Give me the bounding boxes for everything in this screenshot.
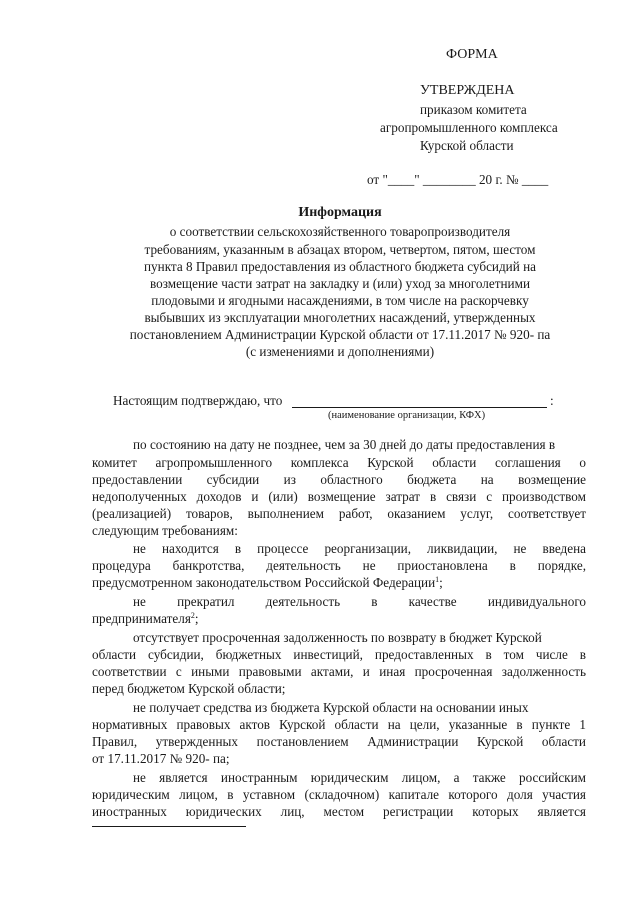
title-line-1: о соответствии сельскохозяйственного товаропроизводителя	[169, 224, 511, 239]
order-date-line: от "____" ________ 20 г. № ____	[367, 172, 549, 187]
title-line-3: пункта 8 Правил предоставления из областного бюджета субсидий на	[143, 259, 537, 274]
p3-line-1: не прекратил деятельность в качестве индивидуального	[133, 594, 586, 609]
footnote-ref-1: 1	[435, 575, 440, 584]
title-line-5: плодовыми и ягодными насаждениями, в том числе на раскорчевку	[151, 293, 529, 308]
approved-label: УТВЕРЖДЕНА	[420, 83, 515, 98]
organization-caption: (наименование организации, КФХ)	[328, 410, 486, 421]
p1-line-2: комитет агропромышленного комплекса Курской области соглашения о	[92, 455, 586, 470]
title-line-8: (с изменениями и дополнениями)	[245, 344, 435, 359]
document-heading: Информация	[298, 205, 382, 220]
title-line-7: постановлением Администрации Курской области от 17.11.2017 № 920- па	[129, 327, 551, 342]
order-line-2: агропромышленного комплекса	[380, 120, 558, 135]
title-line-6: выбывших из эксплуатации многолетних насаждений, утвержденных	[144, 310, 536, 325]
title-line-2: требованиям, указанным в абзацах втором, четвертом, пятом, шестом	[144, 242, 536, 257]
p4-line-3: соответствии с иными правовыми актами, и иная просроченная задолженность	[92, 664, 586, 679]
p4-line-4: перед бюджетом Курской области;	[92, 681, 286, 696]
organization-name-field[interactable]	[292, 407, 547, 408]
p3-line-2: предпринимателя$^2$;	[92, 611, 199, 626]
p6-line-3: иностранных юридических лиц, местом регистрации которых является	[92, 804, 586, 819]
p4-line-1: отсутствует просроченная задолженность по возврату в бюджет Курской	[133, 630, 542, 645]
p5-line-3: Правил, утвержденных постановлением Администрации Курской области	[92, 734, 586, 749]
order-line-1: приказом комитета	[420, 102, 527, 117]
p5-line-2: нормативных правовых актов Курской области на цели, указанные в пункте 1	[92, 717, 586, 732]
p5-line-1: не получает средства из бюджета Курской области на основании иных	[133, 700, 529, 715]
order-line-3: Курской области	[420, 138, 514, 153]
p6-line-2: юридическим лицом, в уставном (складочном) капитале которого доля участия	[92, 787, 586, 802]
confirm-text: Настоящим подтверждаю, что	[113, 393, 283, 408]
p1-line-5: (реализацией) товаров, выполнением работ, оказанием услуг, соответствует	[92, 506, 586, 521]
p2-line-1: не находится в процессе реорганизации, ликвидации, не введена	[133, 541, 586, 556]
p1-line-3: предоставлении субсидии из областного бюджета на возмещение	[92, 472, 586, 487]
p5-line-4: от 17.11.2017 № 920- па;	[92, 751, 230, 766]
p1-line-6: следующим требованиям:	[92, 523, 238, 538]
p4-line-2: области субсидии, бюджетных инвестиций, предоставленных в том числе в	[92, 647, 586, 662]
confirm-colon: :	[550, 393, 554, 408]
p1-line-4: недополученных доходов и (или) возмещение затрат в связи с производством	[92, 489, 586, 504]
p6-line-1: не является иностранным юридическим лицом, а также российским	[133, 770, 586, 785]
form-label: ФОРМА	[446, 47, 498, 62]
footnote-separator	[92, 826, 246, 827]
p1-line-1: по состоянию на дату не позднее, чем за 30 дней до даты предоставления в	[133, 437, 556, 452]
p2-line-3: предусмотренном законодательством Российской Федерации$^1$;	[92, 575, 443, 590]
title-line-4: возмещение части затрат на закладку и (или) уход за многолетними	[149, 276, 531, 291]
p2-line-2: процедура банкротства, деятельность не приостановлена в порядке,	[92, 558, 586, 573]
footnote-ref-2: 2	[190, 611, 195, 620]
